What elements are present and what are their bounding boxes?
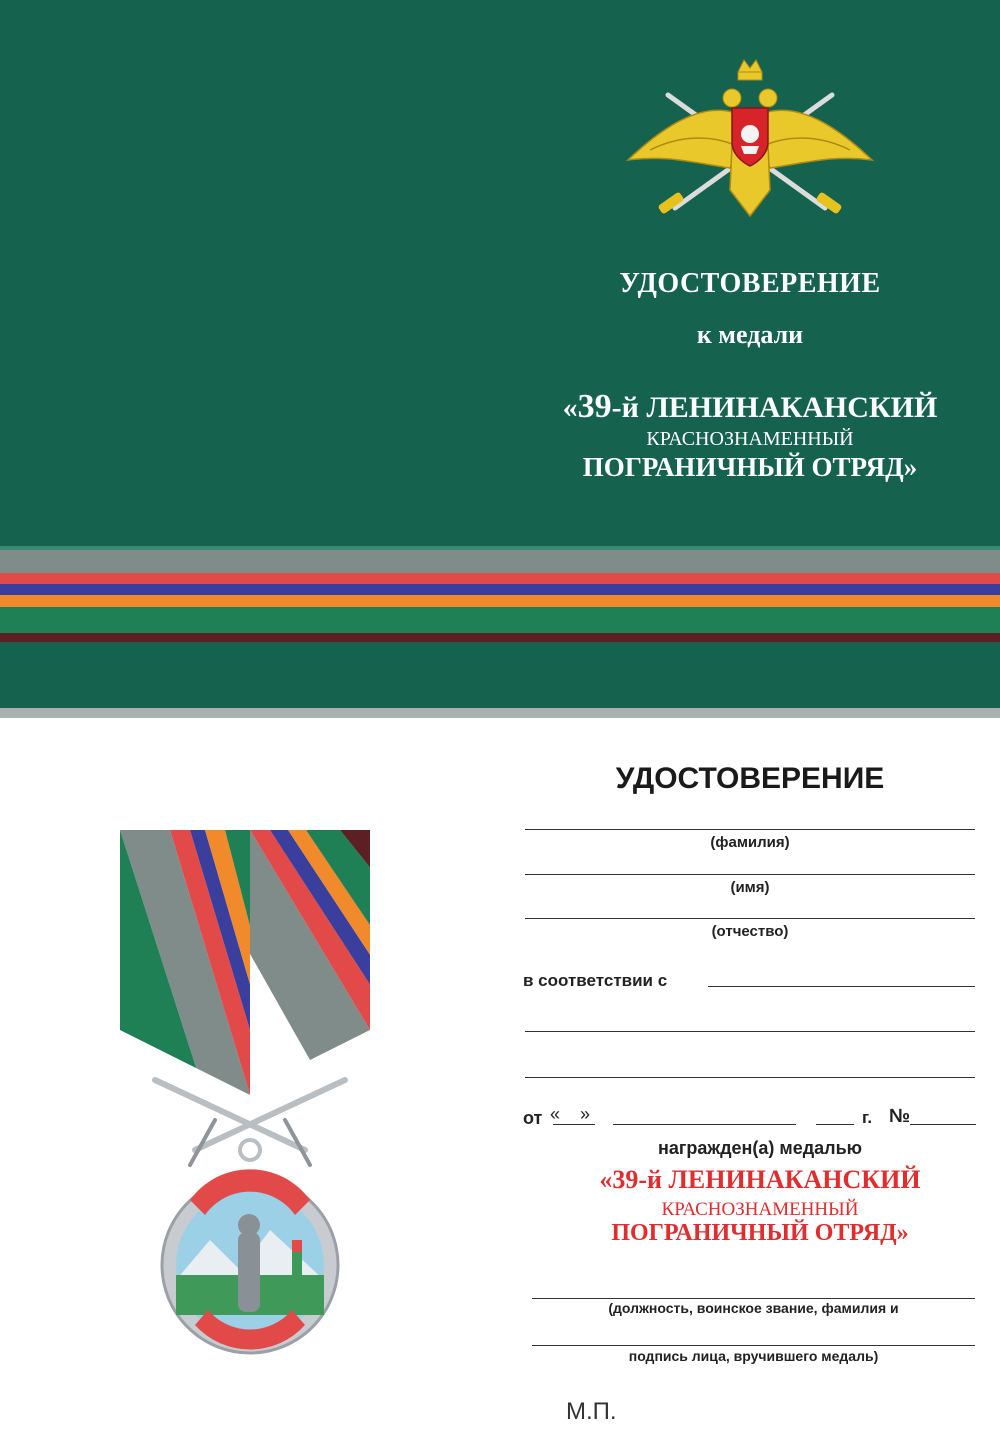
medal-name-line-3: ПОГРАНИЧНЫЙ ОТРЯД» xyxy=(611,1220,909,1246)
day-field-line[interactable] xyxy=(553,1124,595,1125)
presenter-field-line[interactable] xyxy=(532,1298,975,1299)
certificate-title: УДОСТОВЕРЕНИЕ xyxy=(615,762,885,795)
border-guard-emblem-icon xyxy=(620,50,880,220)
date-quotes: « » xyxy=(550,1104,591,1124)
year-label: г. xyxy=(862,1108,873,1127)
stamp-label: М.П. xyxy=(566,1398,617,1425)
name-caption: (имя) xyxy=(730,879,770,896)
medal-name-line-2: КРАСНОЗНАМЕННЫЙ xyxy=(661,1199,859,1220)
number-field-line[interactable] xyxy=(910,1124,976,1125)
presenter-caption: (должность, воинское звание, фамилия и xyxy=(608,1300,899,1316)
name-field-line[interactable] xyxy=(525,874,975,875)
year-field-line[interactable] xyxy=(816,1124,854,1125)
stripe-red xyxy=(0,573,1000,584)
patronymic-caption: (отчество) xyxy=(711,923,789,940)
ribbon-stripes xyxy=(0,546,1000,642)
cover-unit-line-3: ПОГРАНИЧНЫЙ ОТРЯД» xyxy=(582,452,918,482)
stripe-grey xyxy=(0,550,1000,573)
cover-quote-open: « xyxy=(562,391,578,424)
month-field-line[interactable] xyxy=(613,1124,796,1125)
medal-image xyxy=(110,820,390,1360)
cover xyxy=(0,0,1000,718)
number-label: № xyxy=(889,1106,911,1127)
from-label: от xyxy=(523,1108,543,1128)
stripe-green xyxy=(0,607,1000,633)
according-field-line-2[interactable] xyxy=(525,1031,975,1032)
awarded-label: награжден(а) медалью xyxy=(657,1138,863,1158)
cover-unit-number: 39 xyxy=(577,388,612,425)
cover-bottom-edge xyxy=(0,708,1000,718)
stripe-maroon xyxy=(0,633,1000,642)
cover-title: УДОСТОВЕРЕНИЕ xyxy=(619,268,881,299)
according-field-line-3[interactable] xyxy=(525,1077,975,1078)
cover-unit-name: -й ЛЕНИНАКАНСКИЙ xyxy=(611,391,938,424)
surname-field-line[interactable] xyxy=(525,829,975,830)
patronymic-field-line[interactable] xyxy=(525,918,975,919)
stripe-orange xyxy=(0,595,1000,607)
signature-field-line[interactable] xyxy=(532,1345,975,1346)
surname-caption: (фамилия) xyxy=(710,834,790,851)
stripe-blue xyxy=(0,584,1000,595)
cover-unit-line-1 xyxy=(540,388,960,426)
medal-name-line-1: «39-й ЛЕНИНАКАНСКИЙ xyxy=(599,1165,921,1194)
cover-subtitle: к медали xyxy=(696,320,804,349)
according-field-line[interactable] xyxy=(708,986,975,987)
according-label: в соответствии с xyxy=(523,971,668,990)
cover-unit-line-2: КРАСНОЗНАМЕННЫЙ xyxy=(646,428,854,450)
signature-caption: подпись лица, вручившего медаль) xyxy=(628,1348,879,1364)
